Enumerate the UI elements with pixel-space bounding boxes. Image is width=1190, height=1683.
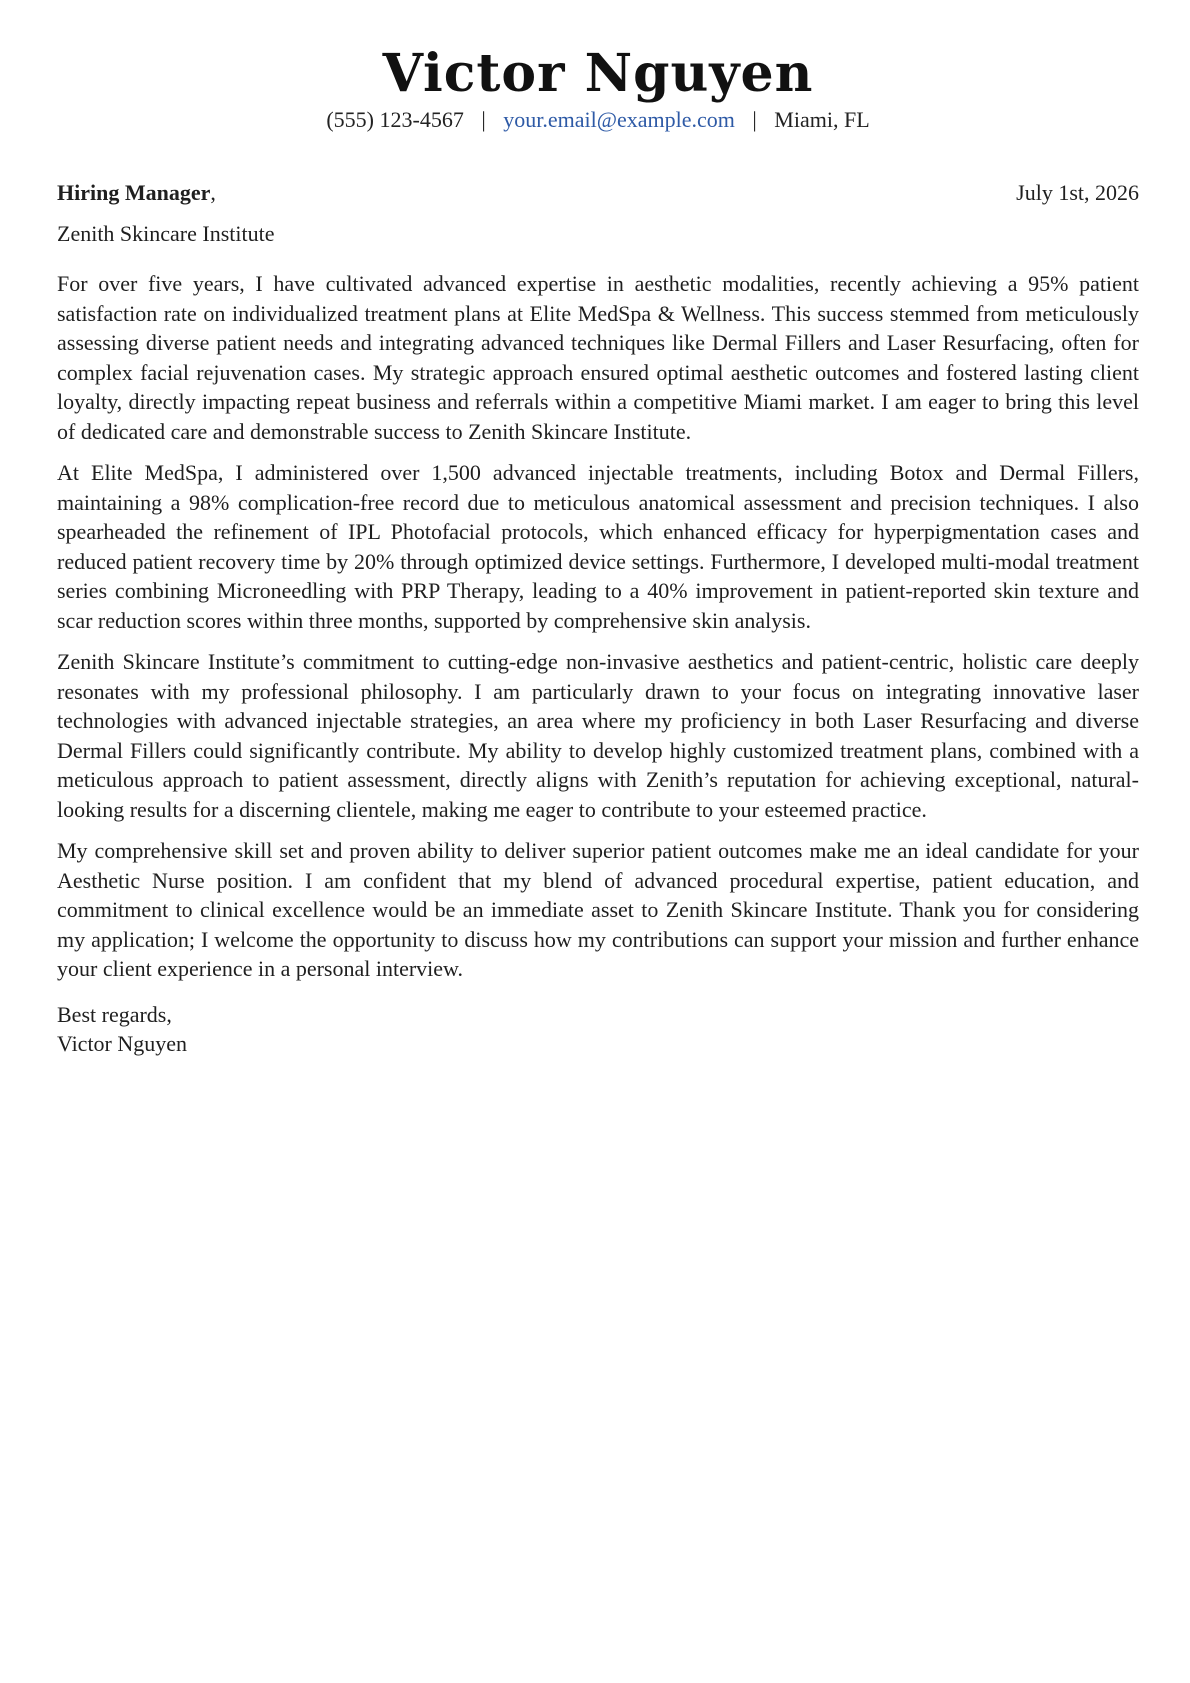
body-paragraph: At Elite MedSpa, I administered over 1,500 advanced injectable treatments, including Botox and Dermal Fillers, maintaining a 98% complication-free record due to meticulous anatomical assessment and precision techniques. I also spearheaded the refinement of IPL Photofacial protocols, which enhanced efficacy for hyperpigmentation cases and reduced patient recovery time by 20% through optimized device settings. Furthermore, I developed multi-modal treatment series combining Microneedling with PRP Therapy, leading to a 40% improvement in patient-reported skin texture and scar reduction scores within three months, supported by comprehensive skin analysis. (57, 460, 1139, 633)
contact-separator: | (752, 107, 757, 132)
location: Miami, FL (774, 107, 870, 132)
body-paragraph: For over five years, I have cultivated advanced expertise in aesthetic modalities, recently achieving a 95% patient satisfaction rate on individualized treatment plans at Elite MedSpa & Wellness. This success stemmed from meticulously assessing diverse patient needs and integrating advanced techniques like Dermal Fillers and Laser Resurfacing, often for complex facial rejuvenation cases. My strategic approach ensured optimal aesthetic outcomes and fostered lasting client loyalty, directly impacting repeat business and referrals within a competitive Miami market. I am eager to bring this level of dedicated care and demonstrable success to Zenith Skincare Institute. (57, 271, 1139, 444)
phone-number: (555) 123-4567 (326, 107, 464, 132)
letter-date: July 1st, 2026 (1016, 180, 1139, 205)
email-link[interactable]: your.email@example.com (503, 107, 735, 132)
recipient-title-comma: , (210, 180, 216, 205)
contact-separator: | (481, 107, 486, 132)
recipient-date-row (57, 178, 1139, 208)
letter-closing (57, 1000, 1139, 1059)
cover-letter-page (57, 0, 1139, 1059)
closing-salutation: Best regards, (57, 1001, 172, 1027)
closing-signature: Victor Nguyen (57, 1031, 188, 1056)
recipient-title (57, 178, 216, 208)
letter-body (57, 269, 1139, 984)
body-paragraph: Zenith Skincare Institute’s commitment to cutting-edge non-invasive aesthetics and patient-centric, holistic care deeply resonates with my professional philosophy. I am particularly drawn to your focus on integrating innovative laser technologies with advanced injectable strategies, an area where my proficiency in both Laser Resurfacing and diverse Dermal Fillers could significantly contribute. My ability to develop highly customized treatment plans, combined with a meticulous approach to patient assessment, directly aligns with Zenith’s reputation for achieving exceptional, natural-looking results for a discerning clientele, making me eager to contribute to your esteemed practice. (57, 649, 1139, 822)
recipient-company: Zenith Skincare Institute (57, 221, 275, 246)
body-paragraph: My comprehensive skill set and proven ability to deliver superior patient outcomes make me an ideal candidate for your Aesthetic Nurse position. I am confident that my blend of advanced procedural expertise, patient education, and commitment to clinical excellence would be an immediate asset to Zenith Skincare Institute. Thank you for considering my application; I welcome the opportunity to discuss how my contributions can support your mission and further enhance your client experience in a personal interview. (57, 838, 1139, 981)
applicant-name: Victor Nguyen (382, 43, 814, 104)
recipient-title-text: Hiring Manager (57, 180, 211, 205)
contact-line (57, 106, 1139, 134)
